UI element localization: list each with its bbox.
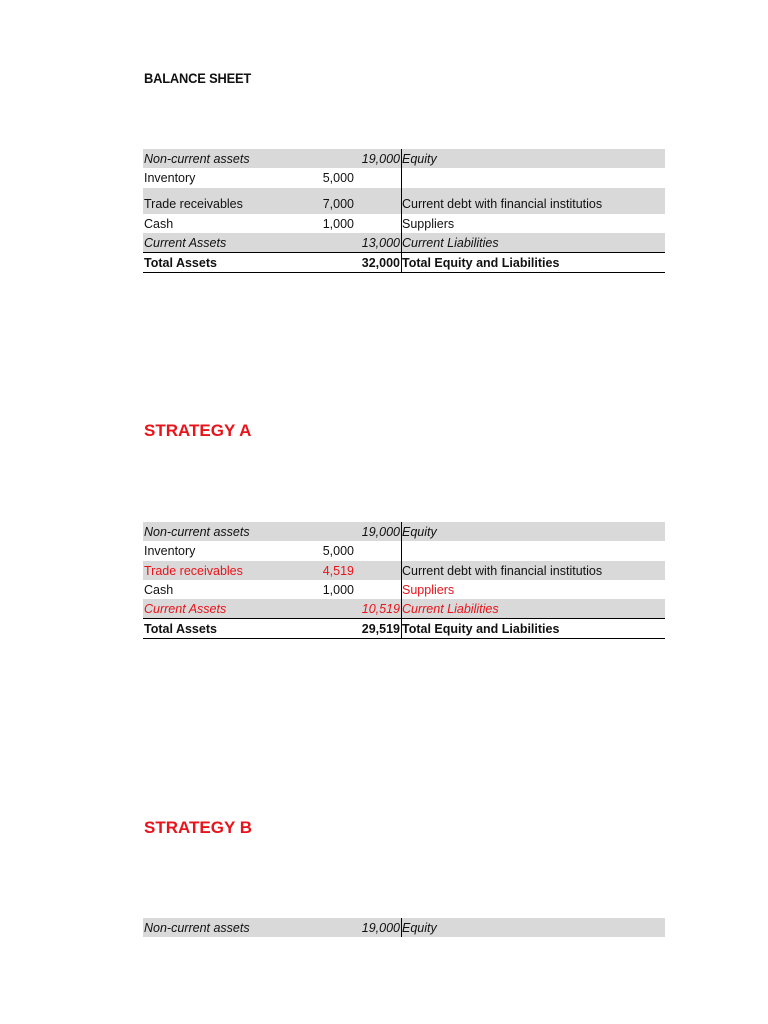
table-row (143, 522, 665, 541)
row-value: 5,000 (322, 171, 354, 185)
row-label: Current Assets (144, 601, 227, 616)
row-total-value: 19,000 (361, 524, 400, 539)
row-liability-label: Current Liabilities (402, 235, 499, 250)
row-label: Non-current assets (144, 920, 250, 935)
table-row (143, 168, 665, 188)
row-liability-label: Equity (402, 151, 437, 166)
strategy-b-table (143, 918, 665, 937)
row-total-value: 19,000 (361, 151, 400, 166)
balance-sheet-table (143, 149, 665, 273)
row-label: Total Assets (144, 255, 217, 270)
balance-sheet-title: BALANCE SHEET (144, 70, 252, 86)
row-label: Cash (144, 216, 174, 231)
row-liability-label: Total Equity and Liabilities (402, 255, 560, 270)
row-liability-label: Suppliers (402, 582, 455, 597)
row-label: Total Assets (144, 621, 217, 636)
table-row (143, 580, 665, 599)
row-liability-label: Total Equity and Liabilities (402, 621, 560, 636)
table-row (143, 541, 665, 561)
row-value: 1,000 (322, 216, 354, 231)
strategy-a-table (143, 522, 665, 639)
row-value: 4,519 (322, 563, 354, 578)
row-value: 7,000 (322, 196, 354, 211)
row-liability-label: Current Liabilities (402, 601, 499, 616)
table-row (143, 561, 665, 580)
row-liability-label: Equity (402, 920, 437, 935)
row-total-value: 32,000 (361, 255, 400, 270)
table-row (143, 149, 665, 168)
table-row (143, 599, 665, 618)
row-total-value: 10,519 (361, 601, 400, 616)
strategy-b-title: STRATEGY B (144, 818, 252, 837)
table-row (143, 233, 665, 252)
row-label: Non-current assets (144, 151, 250, 166)
row-label: Non-current assets (144, 524, 250, 539)
row-total-value: 13,000 (361, 235, 400, 250)
row-liability-label: Equity (402, 524, 437, 539)
table-row-total (143, 252, 665, 273)
strategy-a-title: STRATEGY A (144, 421, 252, 440)
row-liability-label: Current debt with financial institutios (402, 563, 603, 578)
table-row-total (143, 618, 665, 639)
row-label: Cash (144, 582, 174, 597)
row-label: Trade receivables (144, 196, 243, 211)
row-value: 5,000 (322, 544, 354, 558)
row-total-value: 29,519 (361, 621, 400, 636)
row-total-value: 19,000 (361, 920, 400, 935)
table-row (143, 214, 665, 233)
row-liability-label: Suppliers (402, 216, 455, 231)
row-liability-label: Current debt with financial institutios (402, 196, 603, 211)
row-label: Current Assets (144, 235, 227, 250)
row-label: Trade receivables (144, 563, 243, 578)
row-label: Inventory (144, 171, 196, 185)
table-row (143, 918, 665, 937)
row-value: 1,000 (322, 582, 354, 597)
row-label: Inventory (144, 544, 196, 558)
table-row (143, 188, 665, 214)
